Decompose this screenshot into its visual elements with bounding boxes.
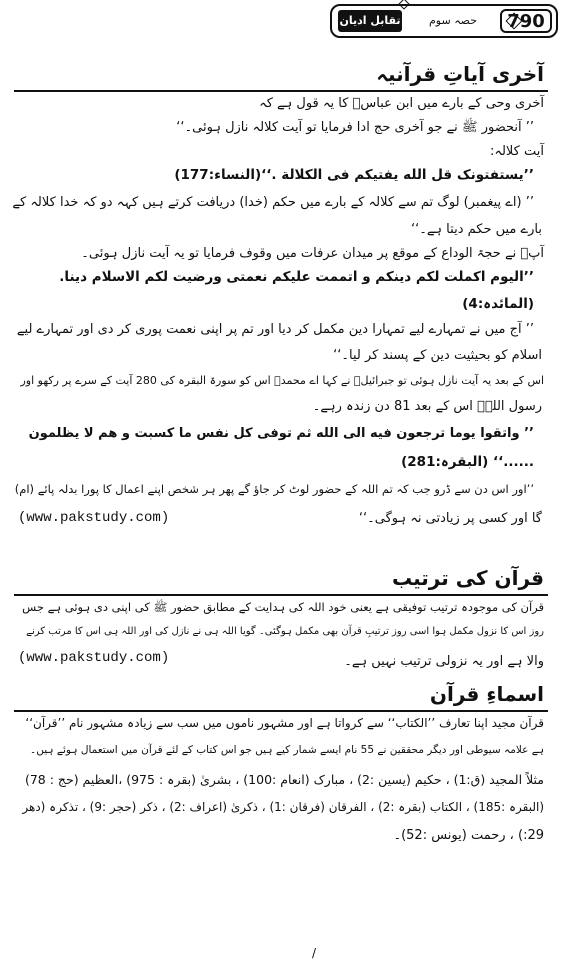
text-line: ’’ (اے پیغمبر) لوگ تم سے کلالہ کے بارے میں حکم (خدا) دریافت کرتے ہیں کہہ دو کہ خدا کلالہ کے: [12, 195, 534, 210]
text-line: قرآن کی موجودہ ترتیب توفیقی ہے یعنی خود اللہ کی ہدایت کے مطابق حضور ﷺ کی اپنی دی ہوئی ہے جس: [22, 600, 544, 614]
section-heading-quran-names: اسماءِ قرآن: [429, 682, 544, 706]
part-label: حصہ سوم: [429, 14, 477, 27]
text-line: ’’ آنحضور ﷺ نے جو آخری حج ادا فرمایا تو آیت کلالہ نازل ہوئی۔‘‘: [176, 120, 534, 135]
watermark: (www.pakstudy.com): [18, 650, 170, 666]
text-line: ہے علامہ سیوطی اور دیگر محققین نے 55 نام ایسے شمار کیے ہیں جو اس کتاب کے لئے قرآن میں استعمال ہوئے ہیں۔: [30, 744, 544, 756]
text-line: والا ہے اور یہ نزولی ترتیب نہیں ہے۔: [344, 654, 544, 669]
section-heading-quran-order: قرآن کی ترتیب: [391, 566, 544, 590]
text-line: اس کے بعد یہ آیت نازل ہوئی تو جبرائیلؑ نے کہا اے محمدؐ اس کو سورۃ البقرہ کی 280 آیت کے سرے پر رکھو اور: [20, 374, 544, 387]
page-header: [330, 4, 558, 38]
verse-reference: ......‘‘ (البقرہ:281): [401, 454, 534, 470]
heading-rule: [14, 710, 548, 712]
text-line: رسول اللہؐ اس کے بعد 81 دن زندہ رہے۔: [312, 399, 542, 414]
arabic-verse: ’’الیوم اکملت لکم دینکم و اتممت علیکم نعمتی ورضیت لکم الاسلام دینا.: [59, 269, 534, 285]
text-line: آخری وحی کے بارے میں ابن عباسؓ کا یہ قول ہے کہ: [259, 96, 544, 111]
verse-reference: (المائدہ:4): [462, 296, 534, 312]
text-line: اسلام کو بحیثیت دین کے پسند کر لیا۔‘‘: [333, 348, 542, 363]
text-line: ’’اور اس دن سے ڈرو جب کہ تم اللہ کے حضور لوٹ کر جاؤ گے پھر ہر شخص اپنے اعمال کا پورا بدلہ پائے (ام): [14, 482, 534, 496]
page-number: 790: [500, 9, 552, 33]
heading-rule: [14, 594, 548, 596]
text-line: (البقرہ :185) ، الکتاب (بقرہ :2) ، الفرقان (فرقان :1) ، ذکریٰ (اعراف :2) ، ذکر (حجر :9) ، تذکرہ (دھر: [22, 800, 544, 814]
page-footer-mark: /: [312, 946, 317, 960]
text-line: مثلاً المجید (ق:1) ، حکیم (یسین :2) ، مبارک (انعام :100) ، بشریٰ (بقرہ : 975) ،العظیم (حج : 78): [24, 772, 544, 787]
arabic-verse: ’’یستفتونک قل الله یفتیکم فی الکلالة .‘‘(النساء:177): [174, 167, 534, 183]
text-line: روز اس کا نزول مکمل ہوا اسی روز ترتیبِ قرآن بھی مکمل ہوگئی۔ گویا اللہ ہی نے نازل کی اور اللہ ہی اس کا مرتب کرنے: [26, 626, 544, 637]
arabic-verse: ’’ واتقوا یوما ترجعون فیه الی الله ثم توفی کل نفس ما کسبت و هم لا یظلمون: [28, 426, 534, 441]
watermark: (www.pakstudy.com): [18, 510, 170, 526]
text-line: آپؐ نے حجۃ الوداع کے موقع پر میدان عرفات میں وقوف فرمایا تو یہ آیت نازل ہوئی۔: [81, 246, 544, 261]
heading-rule: [14, 90, 548, 92]
text-line: گا اور کسی پر زیادتی نہ ہوگی۔‘‘: [358, 511, 542, 526]
text-line: ’’ آج میں نے تمہارے لیے تمہارا دین مکمل کر دیا اور تم پر اپنی نعمت پوری کر دی اور تمہارے لیے: [16, 322, 534, 337]
text-line: قرآن مجید اپنا تعارف ’’الکتاب‘‘ سے کرواتا ہے اور مشہور ناموں میں سب سے زیادہ مشہور نام ’’قرآن‘‘: [25, 716, 544, 730]
section-heading-last-verses: آخری آیاتِ قرآنیہ: [376, 62, 544, 86]
text-line: بارے میں حکم دیتا ہے۔‘‘: [410, 222, 542, 237]
text-line: 29:) ، رحمت (یونس :52)۔: [393, 828, 544, 843]
text-line: آیت کلالہ:: [489, 144, 544, 159]
book-title-badge: تقابل ادیان: [338, 10, 402, 32]
